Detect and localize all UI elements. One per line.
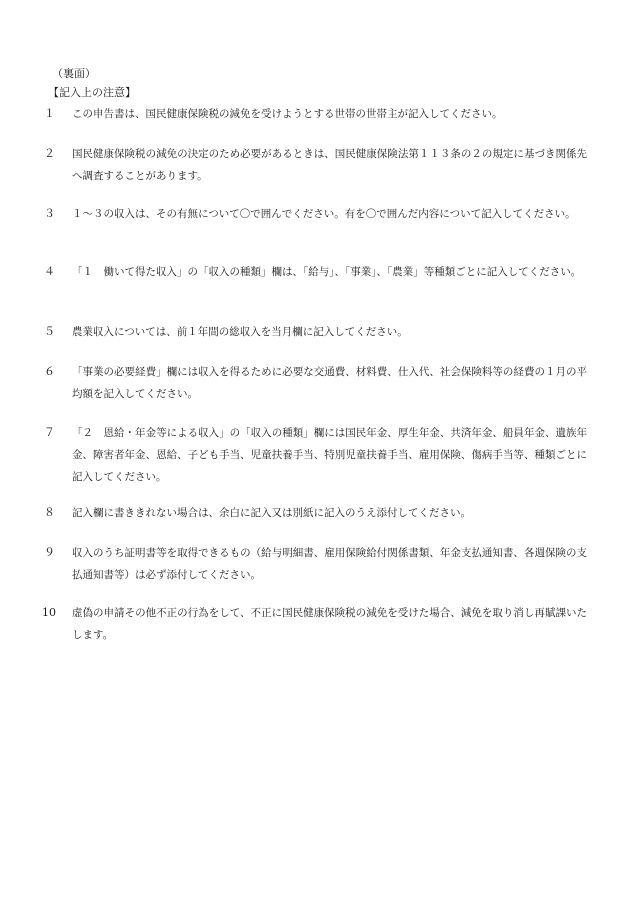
note-number: ６ xyxy=(44,365,55,378)
note-text: 国民健康保険税の減免の決定のため必要があるときは、国民健康保険法第１１３条の２の規定に基づき関係先へ調査することがあります。 xyxy=(72,148,587,182)
section-title: 【記入上の注意】 xyxy=(48,86,136,99)
note-number: ９ xyxy=(44,546,55,559)
note-number: ５ xyxy=(44,325,55,338)
note-text: 「事業の必要経費」欄には収入を得るために必要な交通費、材料費、仕入代、社会保険料等の経費の１月の平均額を記入してください。 xyxy=(72,366,587,400)
note-text: 収入のうち証明書等を取得できるもの（給与明細書、雇用保険給付関係書類、年金支払通知書、各週保険の支払通知書等）は必ず添付してください。 xyxy=(72,547,587,581)
note-number: ２ xyxy=(44,147,55,160)
note-text: 「１ 働いて得た収入」の「収入の種類」欄は、「給与」、「事業」、「農業」等種類ごとに記入してください。 xyxy=(72,266,582,278)
note-number: ４ xyxy=(44,265,55,278)
note-number: 10 xyxy=(42,606,56,619)
note-text: 「２ 恩給・年金等による収入」の「収入の種類」欄には国民年金、厚生年金、共済年金、船員年金、遺族年金、障害者年金、恩給、子ども手当、児童扶養手当、特別児童扶養手当、雇用保険、傷病手当等、種類ごとに記入してください。 xyxy=(72,427,587,483)
note-text: 農業収入については、前１年間の総収入を当月欄に記入してください。 xyxy=(72,326,408,338)
note-text: 記入欄に書ききれない場合は、余白に記入又は別紙に記入のうえ添付してください。 xyxy=(72,507,471,519)
note-number: １ xyxy=(44,107,55,120)
note-number: ８ xyxy=(44,506,55,519)
reverse-side-label: （裏面） xyxy=(52,67,96,80)
note-text: この申告書は、国民健康保険税の減免を受けようとする世帯の世帯主が記入してください。 xyxy=(72,108,503,120)
note-text: 虚偽の申請その他不正の行為をして、不正に国民健康保険税の減免を受けた場合、減免を取り消し再賦課いたします。 xyxy=(72,607,587,641)
note-text: １～３の収入は、その有無について〇で囲んでください。有を〇で囲んだ内容について記入してください。 xyxy=(72,208,576,220)
note-number: ３ xyxy=(44,207,55,220)
note-number: ７ xyxy=(44,426,55,439)
